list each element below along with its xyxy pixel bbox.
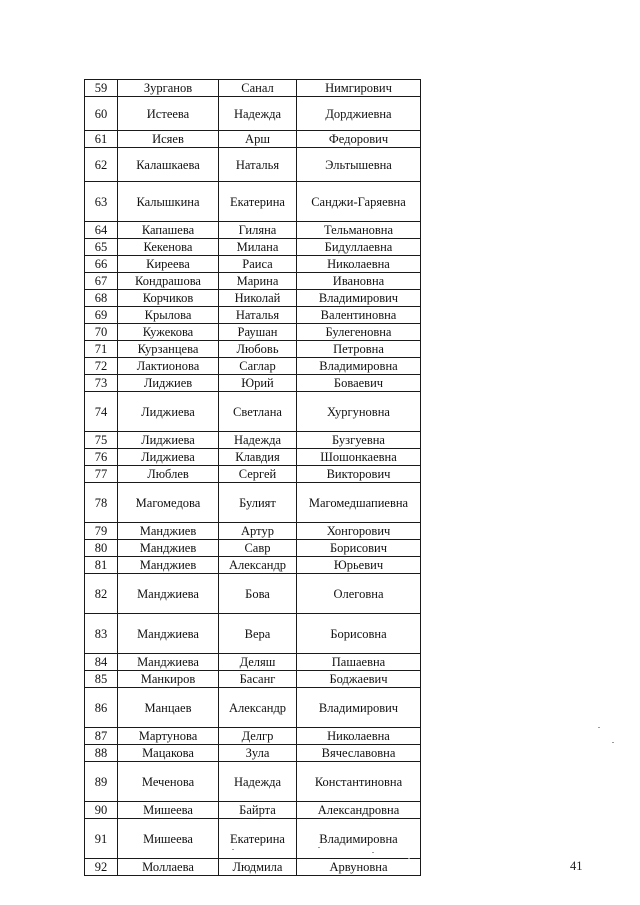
first-name-cell: Булият [219, 483, 297, 523]
table-row [85, 290, 421, 307]
table-row [85, 540, 421, 557]
table-row [85, 762, 421, 802]
table-row [85, 222, 421, 239]
patronymic-cell: Константиновна [297, 762, 421, 802]
surname-cell: Кондрашова [118, 273, 219, 290]
table-row [85, 341, 421, 358]
surname-cell: Манцаев [118, 688, 219, 728]
table-row [85, 819, 421, 859]
roster-table [84, 79, 421, 876]
first-name-cell: Саглар [219, 358, 297, 375]
roster-table-body [85, 80, 421, 876]
first-name-cell: Басанг [219, 671, 297, 688]
first-name-cell: Деляш [219, 654, 297, 671]
first-name-cell: Гиляна [219, 222, 297, 239]
surname-cell: Манджиев [118, 557, 219, 574]
surname-cell: Манджиева [118, 654, 219, 671]
table-row [85, 97, 421, 131]
row-number: 74 [85, 392, 118, 432]
scan-speck [408, 858, 410, 859]
table-row [85, 802, 421, 819]
row-number: 89 [85, 762, 118, 802]
first-name-cell: Надежда [219, 97, 297, 131]
table-row [85, 614, 421, 654]
table-row [85, 148, 421, 182]
row-number: 79 [85, 523, 118, 540]
surname-cell: Лиджиева [118, 449, 219, 466]
row-number: 59 [85, 80, 118, 97]
first-name-cell: Санал [219, 80, 297, 97]
first-name-cell: Раиса [219, 256, 297, 273]
patronymic-cell: Дорджиевна [297, 97, 421, 131]
row-number: 85 [85, 671, 118, 688]
row-number: 68 [85, 290, 118, 307]
surname-cell: Исяев [118, 131, 219, 148]
table-row [85, 307, 421, 324]
patronymic-cell: Пашаевна [297, 654, 421, 671]
row-number: 76 [85, 449, 118, 466]
first-name-cell: Светлана [219, 392, 297, 432]
patronymic-cell: Эльтышевна [297, 148, 421, 182]
row-number: 78 [85, 483, 118, 523]
surname-cell: Люблев [118, 466, 219, 483]
patronymic-cell: Юрьевич [297, 557, 421, 574]
patronymic-cell: Александровна [297, 802, 421, 819]
patronymic-cell: Арвуновна [297, 859, 421, 876]
table-row [85, 859, 421, 876]
first-name-cell: Надежда [219, 762, 297, 802]
row-number: 63 [85, 182, 118, 222]
patronymic-cell: Вячеславовна [297, 745, 421, 762]
surname-cell: Киреева [118, 256, 219, 273]
patronymic-cell: Николаевна [297, 728, 421, 745]
patronymic-cell: Владимировна [297, 819, 421, 859]
patronymic-cell: Магомедшапиевна [297, 483, 421, 523]
table-row [85, 432, 421, 449]
surname-cell: Корчиков [118, 290, 219, 307]
patronymic-cell: Николаевна [297, 256, 421, 273]
patronymic-cell: Боваевич [297, 375, 421, 392]
table-row [85, 557, 421, 574]
row-number: 60 [85, 97, 118, 131]
row-number: 80 [85, 540, 118, 557]
table-row [85, 654, 421, 671]
patronymic-cell: Федорович [297, 131, 421, 148]
patronymic-cell: Нимгирович [297, 80, 421, 97]
patronymic-cell: Петровна [297, 341, 421, 358]
scan-speck [372, 852, 374, 853]
patronymic-cell: Хургуновна [297, 392, 421, 432]
row-number: 61 [85, 131, 118, 148]
surname-cell: Мишеева [118, 802, 219, 819]
first-name-cell: Николай [219, 290, 297, 307]
surname-cell: Кужекова [118, 324, 219, 341]
row-number: 73 [85, 375, 118, 392]
first-name-cell: Милана [219, 239, 297, 256]
patronymic-cell: Тельмановна [297, 222, 421, 239]
first-name-cell: Надежда [219, 432, 297, 449]
surname-cell: Манджиев [118, 523, 219, 540]
table-row [85, 745, 421, 762]
first-name-cell: Зула [219, 745, 297, 762]
patronymic-cell: Боджаевич [297, 671, 421, 688]
surname-cell: Манджиева [118, 574, 219, 614]
first-name-cell: Раушан [219, 324, 297, 341]
surname-cell: Капашева [118, 222, 219, 239]
row-number: 87 [85, 728, 118, 745]
first-name-cell: Клавдия [219, 449, 297, 466]
row-number: 70 [85, 324, 118, 341]
row-number: 90 [85, 802, 118, 819]
table-row [85, 574, 421, 614]
first-name-cell: Александр [219, 688, 297, 728]
surname-cell: Мацакова [118, 745, 219, 762]
scan-speck [318, 847, 320, 848]
first-name-cell: Артур [219, 523, 297, 540]
surname-cell: Меченова [118, 762, 219, 802]
surname-cell: Лиджиева [118, 432, 219, 449]
first-name-cell: Марина [219, 273, 297, 290]
row-number: 77 [85, 466, 118, 483]
first-name-cell: Делгр [219, 728, 297, 745]
first-name-cell: Байрта [219, 802, 297, 819]
first-name-cell: Бова [219, 574, 297, 614]
first-name-cell: Савр [219, 540, 297, 557]
table-row [85, 483, 421, 523]
patronymic-cell: Владимировна [297, 358, 421, 375]
patronymic-cell: Санджи-Гаряевна [297, 182, 421, 222]
row-number: 71 [85, 341, 118, 358]
first-name-cell: Екатерина [219, 819, 297, 859]
patronymic-cell: Викторович [297, 466, 421, 483]
row-number: 84 [85, 654, 118, 671]
first-name-cell: Арш [219, 131, 297, 148]
surname-cell: Манджиев [118, 540, 219, 557]
table-row [85, 80, 421, 97]
surname-cell: Манкиров [118, 671, 219, 688]
first-name-cell: Наталья [219, 307, 297, 324]
scan-speck [598, 727, 600, 728]
first-name-cell: Юрий [219, 375, 297, 392]
surname-cell: Истеева [118, 97, 219, 131]
patronymic-cell: Шошонкаевна [297, 449, 421, 466]
table-row [85, 131, 421, 148]
scan-speck [612, 742, 614, 743]
table-row [85, 466, 421, 483]
row-number: 65 [85, 239, 118, 256]
first-name-cell: Наталья [219, 148, 297, 182]
patronymic-cell: Бидуллаевна [297, 239, 421, 256]
surname-cell: Калышкина [118, 182, 219, 222]
surname-cell: Мартунова [118, 728, 219, 745]
surname-cell: Мишеева [118, 819, 219, 859]
patronymic-cell: Валентиновна [297, 307, 421, 324]
patronymic-cell: Владимирович [297, 290, 421, 307]
row-number: 64 [85, 222, 118, 239]
surname-cell: Лиджиева [118, 392, 219, 432]
patronymic-cell: Хонгорович [297, 523, 421, 540]
surname-cell: Зурганов [118, 80, 219, 97]
row-number: 81 [85, 557, 118, 574]
patronymic-cell: Олеговна [297, 574, 421, 614]
surname-cell: Калашкаева [118, 148, 219, 182]
row-number: 92 [85, 859, 118, 876]
row-number: 66 [85, 256, 118, 273]
row-number: 62 [85, 148, 118, 182]
surname-cell: Манджиева [118, 614, 219, 654]
first-name-cell: Людмила [219, 859, 297, 876]
table-row [85, 523, 421, 540]
surname-cell: Кекенова [118, 239, 219, 256]
row-number: 67 [85, 273, 118, 290]
patronymic-cell: Борисовна [297, 614, 421, 654]
table-row [85, 239, 421, 256]
scan-speck [232, 849, 234, 850]
first-name-cell: Александр [219, 557, 297, 574]
table-row [85, 728, 421, 745]
surname-cell: Курзанцева [118, 341, 219, 358]
row-number: 72 [85, 358, 118, 375]
row-number: 91 [85, 819, 118, 859]
surname-cell: Крылова [118, 307, 219, 324]
row-number: 75 [85, 432, 118, 449]
table-row [85, 392, 421, 432]
surname-cell: Лактионова [118, 358, 219, 375]
surname-cell: Лиджиев [118, 375, 219, 392]
table-row [85, 375, 421, 392]
first-name-cell: Екатерина [219, 182, 297, 222]
table-row [85, 273, 421, 290]
row-number: 88 [85, 745, 118, 762]
patronymic-cell: Булегеновна [297, 324, 421, 341]
table-row [85, 324, 421, 341]
row-number: 82 [85, 574, 118, 614]
surname-cell: Моллаева [118, 859, 219, 876]
patronymic-cell: Борисович [297, 540, 421, 557]
table-row [85, 449, 421, 466]
table-row [85, 256, 421, 273]
first-name-cell: Сергей [219, 466, 297, 483]
table-row [85, 358, 421, 375]
first-name-cell: Вера [219, 614, 297, 654]
row-number: 86 [85, 688, 118, 728]
surname-cell: Магомедова [118, 483, 219, 523]
table-row [85, 671, 421, 688]
page-number: 41 [570, 859, 583, 873]
patronymic-cell: Ивановна [297, 273, 421, 290]
patronymic-cell: Бузгуевна [297, 432, 421, 449]
patronymic-cell: Владимирович [297, 688, 421, 728]
row-number: 83 [85, 614, 118, 654]
table-row [85, 182, 421, 222]
table-row [85, 688, 421, 728]
row-number: 69 [85, 307, 118, 324]
first-name-cell: Любовь [219, 341, 297, 358]
